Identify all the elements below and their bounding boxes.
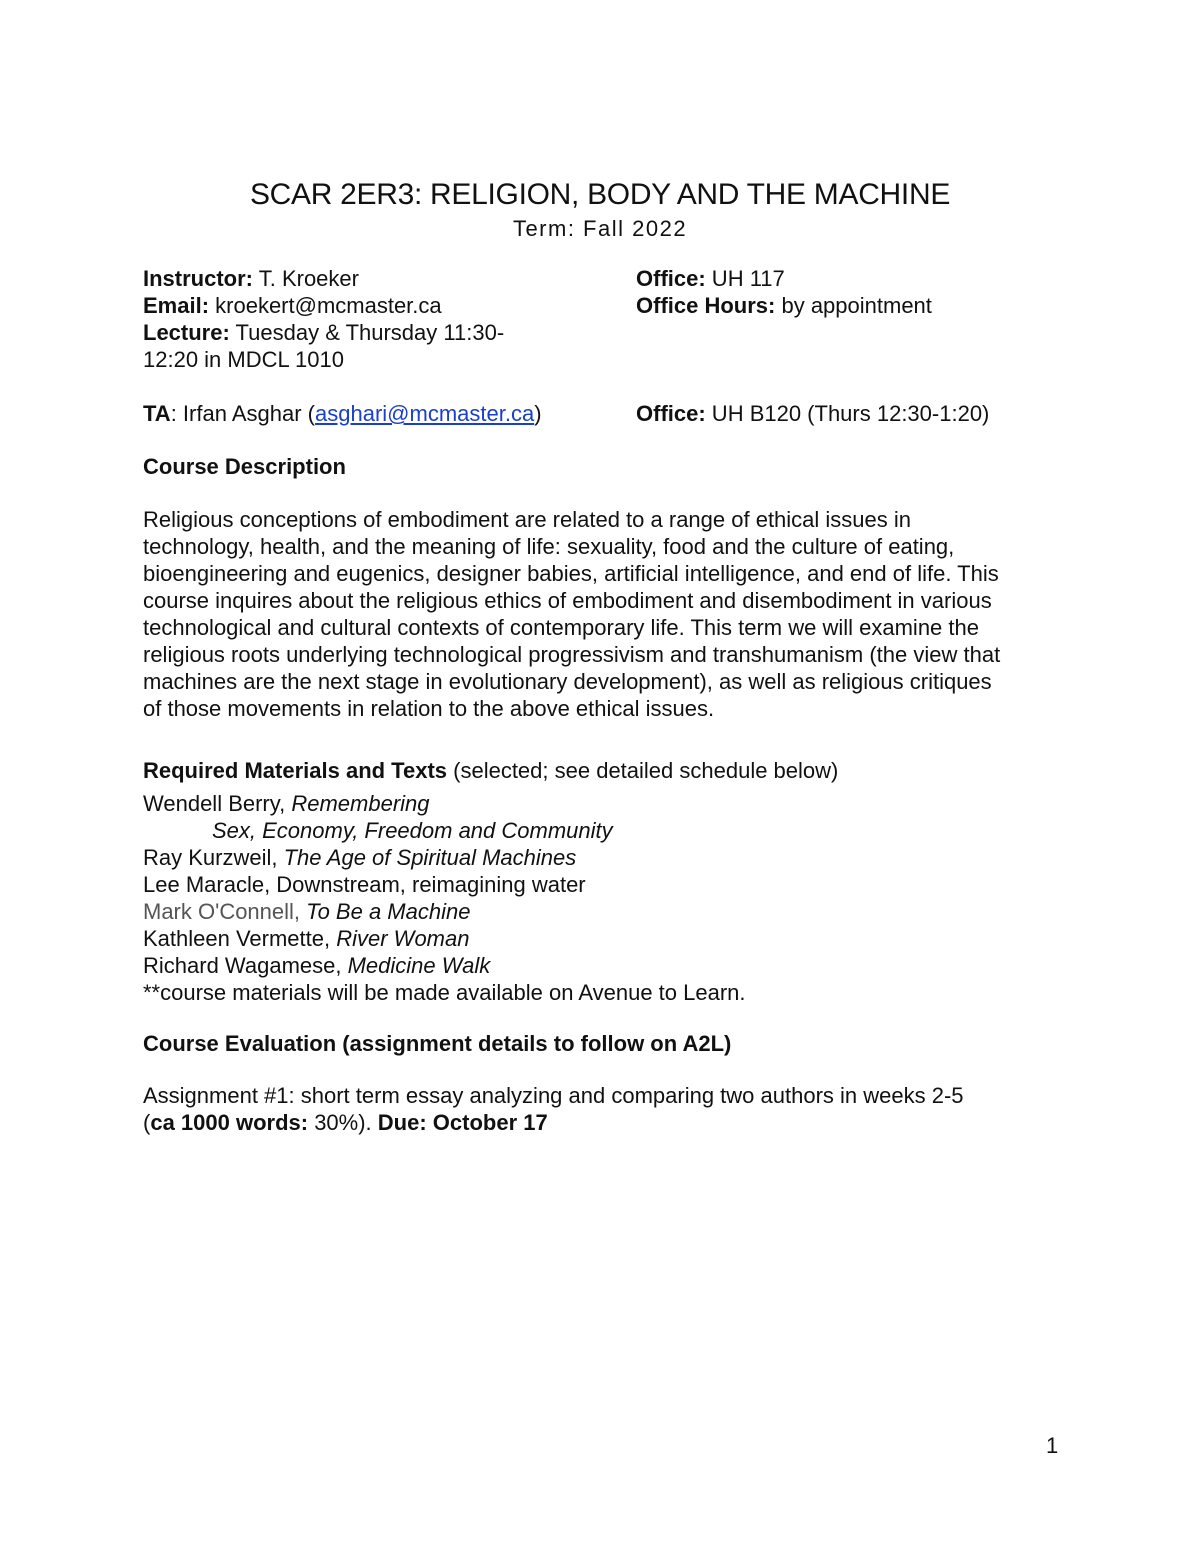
ta-email-link[interactable]: asghari@mcmaster.ca bbox=[315, 401, 535, 426]
material-title: River Woman bbox=[336, 926, 470, 951]
ta-office-label: Office: bbox=[636, 401, 706, 426]
assignment-line-1: Assignment #1: short term essay analyzing and comparing two authors in weeks 2-5 bbox=[143, 1083, 964, 1108]
ta-name: : Irfan Asghar ( bbox=[170, 401, 315, 426]
course-title: SCAR 2ER3: RELIGION, BODY AND THE MACHINE bbox=[249, 178, 951, 211]
description-line: technological and cultural contexts of contemporary life. This term we will examine the bbox=[143, 615, 979, 640]
lecture-value: Tuesday & Thursday 11:30- bbox=[229, 320, 505, 345]
description-line: bioengineering and eugenics, designer babies, artificial intelligence, and end of life. This bbox=[143, 561, 999, 586]
assignment-weight: 30%). bbox=[308, 1110, 378, 1135]
material-title: To Be a Machine bbox=[306, 899, 471, 924]
material-author: Richard Wagamese, bbox=[143, 953, 348, 978]
assignment-length: ca 1000 words: bbox=[150, 1110, 309, 1135]
description-line: religious roots underlying technological progressivism and transhumanism (the view that bbox=[143, 642, 1001, 667]
materials-heading-line bbox=[143, 757, 838, 784]
ta-label: TA bbox=[143, 401, 171, 426]
description-line: technology, health, and the meaning of life: sexuality, food and the culture of eating, bbox=[143, 534, 955, 559]
office-hours-line bbox=[636, 292, 932, 319]
assignment-due: Due: October 17 bbox=[377, 1110, 548, 1135]
material-author: Lee Maracle, Downstream, reimagining water bbox=[143, 872, 586, 897]
material-item bbox=[143, 844, 576, 871]
description-line: of those movements in relation to the above ethical issues. bbox=[143, 696, 715, 721]
material-title: The Age of Spiritual Machines bbox=[283, 845, 577, 870]
ta-office-line bbox=[636, 400, 989, 427]
email-line bbox=[143, 292, 442, 319]
term-label: Term: Fall 2022 bbox=[512, 216, 688, 241]
material-author: Wendell Berry, bbox=[143, 791, 292, 816]
material-item bbox=[143, 898, 470, 925]
material-item bbox=[143, 925, 469, 952]
description-line: course inquires about the religious ethics of embodiment and disembodiment in various bbox=[143, 588, 992, 613]
material-item bbox=[212, 817, 613, 844]
assignment-line-2 bbox=[143, 1109, 548, 1136]
office-hours-value: by appointment bbox=[775, 293, 932, 318]
lecture-line bbox=[143, 319, 504, 346]
material-author: Mark O'Connell, bbox=[143, 899, 307, 924]
assignment-open: ( bbox=[143, 1110, 151, 1135]
ta-office-value: UH B120 (Thurs 12:30-1:20) bbox=[705, 401, 990, 426]
material-author: Kathleen Vermette, bbox=[143, 926, 337, 951]
materials-heading-note: (selected; see detailed schedule below) bbox=[447, 758, 839, 783]
page-number: 1 bbox=[1046, 1433, 1059, 1458]
course-description-heading: Course Description bbox=[143, 454, 346, 479]
office-label: Office: bbox=[636, 266, 706, 291]
email-value: kroekert@mcmaster.ca bbox=[209, 293, 442, 318]
material-item bbox=[143, 871, 586, 898]
description-line: machines are the next stage in evolutionary development), as well as religious critiques bbox=[143, 669, 992, 694]
office-line bbox=[636, 265, 785, 292]
material-author: Ray Kurzweil, bbox=[143, 845, 284, 870]
instructor-value: T. Kroeker bbox=[253, 266, 359, 291]
instructor-line bbox=[143, 265, 359, 292]
office-hours-label: Office Hours: bbox=[636, 293, 776, 318]
material-title: Remembering bbox=[291, 791, 430, 816]
office-value: UH 117 bbox=[705, 266, 785, 291]
material-item bbox=[143, 952, 490, 979]
material-title: Medicine Walk bbox=[347, 953, 491, 978]
ta-close: ) bbox=[534, 401, 542, 426]
email-label: Email: bbox=[143, 293, 210, 318]
instructor-label: Instructor: bbox=[143, 266, 253, 291]
material-item bbox=[143, 790, 430, 817]
course-description-body bbox=[143, 506, 1063, 722]
lecture-label: Lecture: bbox=[143, 320, 230, 345]
ta-line bbox=[143, 400, 542, 427]
lecture-line-2: 12:20 in MDCL 1010 bbox=[143, 347, 344, 372]
evaluation-heading: Course Evaluation (assignment details to follow on A2L) bbox=[143, 1031, 732, 1056]
materials-heading: Required Materials and Texts bbox=[143, 758, 448, 783]
material-title: Sex, Economy, Freedom and Community bbox=[212, 818, 613, 843]
materials-note: **course materials will be made available on Avenue to Learn. bbox=[143, 980, 746, 1005]
description-line: Religious conceptions of embodiment are related to a range of ethical issues in bbox=[143, 507, 912, 532]
